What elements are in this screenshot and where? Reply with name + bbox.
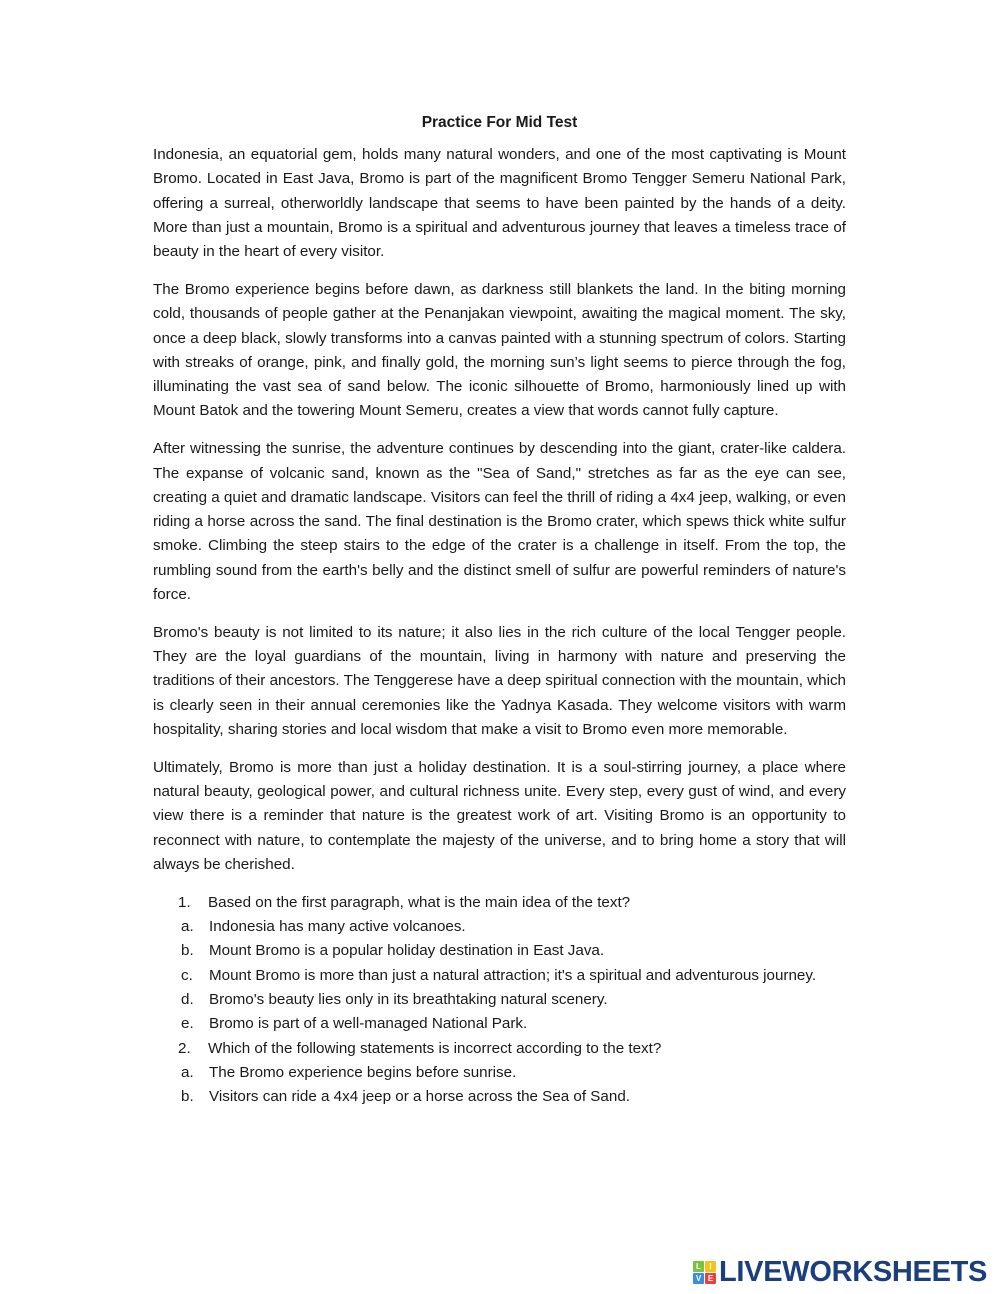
logo-square-e: E [705,1273,716,1284]
question-number: 1. [178,893,191,911]
document-page [153,112,846,1109]
option-letter: b. [181,1088,194,1106]
option-a [181,915,846,939]
option-letter: c. [181,966,193,984]
question-1 [153,891,846,1037]
option-text: Indonesia has many active volcanoes. [209,918,466,936]
question-2 [153,1037,846,1110]
paragraph-5: Ultimately, Bromo is more than just a holiday destination. It is a soul-stirring journey, a place where natural beauty, geological power, and cultural richness unite. Every step, every gust of wind, and every view there is a reminder that nature is the greatest work of art. Visiting Bromo is an opportunity to reconnect with nature, to contemplate the majesty of the universe, and to bring home a story that will always be cherished. [153,758,846,874]
option-text: Mount Bromo is more than just a natural attraction; it's a spiritual and adventurous journey. [209,966,817,984]
liveworksheets-logo [693,1256,987,1289]
paragraph-2: The Bromo experience begins before dawn, as darkness still blankets the land. In the biting morning cold, thousands of people gather at the Penanjakan viewpoint, awaiting the magical moment. The sky, once a deep black, slowly transforms into a canvas painted with a stunning spectrum of colors. Starting with streaks of orange, pink, and finally gold, the morning sun’s light seems to pierce through the fog, illuminating the vast sea of sand below. The iconic silhouette of Bromo, harmoniously lined up with Mount Batok and the towering Mount Semeru, creates a view that words cannot fully capture. [153,280,846,420]
option-d [181,988,846,1012]
option-e [181,1012,846,1036]
logo-text: LIVEWORKSHEETS [719,1256,988,1288]
option-c [181,964,846,988]
option-text: Mount Bromo is a popular holiday destination in East Java. [209,942,605,960]
option-b [181,1085,846,1109]
document-title: Practice For Mid Test [421,114,578,131]
question-number: 2. [178,1039,191,1057]
option-text: Visitors can ride a 4x4 jeep or a horse across the Sea of Sand. [209,1088,630,1106]
option-text: Bromo is part of a well-managed National Park. [209,1015,528,1033]
option-text: The Bromo experience begins before sunrise. [209,1063,517,1081]
logo-square-i: I [705,1261,716,1272]
option-letter: a. [181,1063,194,1081]
question-text: Which of the following statements is incorrect according to the text? [208,1039,662,1057]
option-list [181,1061,846,1110]
logo-squares-icon [693,1261,716,1284]
option-letter: d. [181,991,194,1008]
option-b [181,939,846,963]
logo-square-v: V [693,1273,704,1284]
paragraph-3: After witnessing the sunrise, the adventure continues by descending into the giant, crater-like caldera. The expanse of volcanic sand, known as the "Sea of Sand," stretches as far as the eye can see, creating a quiet and dramatic landscape. Visitors can feel the thrill of riding a 4x4 jeep, walking, or even riding a horse across the sand. The final destination is the Bromo crater, which spews thick white sulfur smoke. Climbing the steep stairs to the edge of the crater is a challenge in itself. From the top, the rumbling sound from the earth's belly and the distinct smell of sulfur are powerful reminders of nature's force. [153,440,846,604]
question-list [153,891,846,1110]
option-list [181,915,846,1036]
option-letter: a. [181,918,194,936]
option-letter: e. [181,1015,194,1033]
option-a [181,1061,846,1085]
option-letter: b. [181,942,194,960]
question-text: Based on the first paragraph, what is the main idea of the text? [208,893,631,911]
paragraph-4: Bromo's beauty is not limited to its nature; it also lies in the rich culture of the local Tengger people. They are the loyal guardians of the mountain, living in harmony with nature and preserving the traditions of their ancestors. The Tenggerese have a deep spiritual connection with the mountain, which is clearly seen in their annual ceremonies like the Yadnya Kasada. They welcome visitors with warm hospitality, sharing stories and local wisdom that make a visit to Bromo even more memorable. [153,623,846,739]
logo-square-l: L [693,1261,704,1272]
paragraph-1: Indonesia, an equatorial gem, holds many natural wonders, and one of the most captivating is Mount Bromo. Located in East Java, Bromo is part of the magnificent Bromo Tengger Semeru National Park, offering a surreal, otherworldly landscape that seems to have been painted by the hands of a deity. More than just a mountain, Bromo is a spiritual and adventurous journey that leaves a timeless trace of beauty in the heart of every visitor. [153,146,846,261]
option-text: Bromo's beauty lies only in its breathtaking natural scenery. [209,991,608,1008]
